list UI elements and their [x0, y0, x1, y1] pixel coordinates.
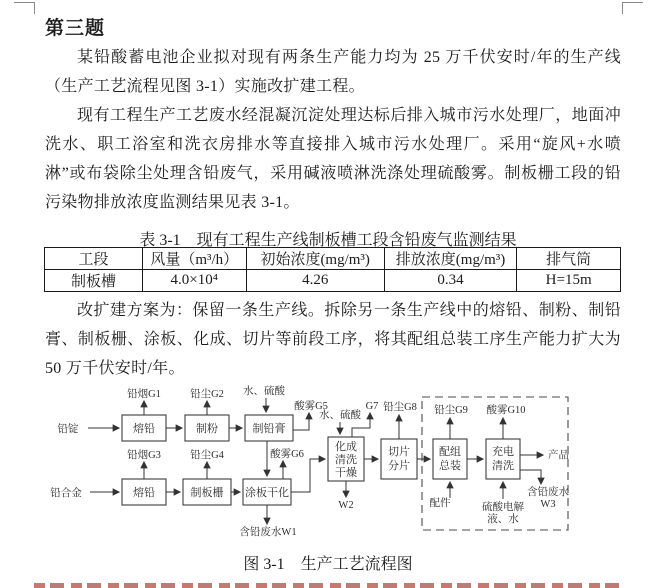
cell-emission-conc: 0.34 [384, 270, 516, 292]
box-label-charging-2: 清洗 [492, 460, 514, 472]
paragraph-existing-project: 现有工程生产工艺废水经混凝沉淀处理达标后排入城市污水处理厂，地面冲洗水、职工浴室和洗衣房排水等直接排入城市污水处理厂。采用“旋风+水喷淋”或布袋除尘处理含铅废气，采用碱液喷淋洗涤处理硫酸雾。制板栅工段的铅污染物排放浓度监测结果见表 3-1。 [45, 107, 621, 211]
emission-g8: 铅尘G8 [383, 402, 417, 413]
monitoring-table [44, 247, 621, 292]
waste-w2: W2 [338, 500, 354, 511]
input-electrolyte-1: 硫酸电解 [482, 502, 524, 513]
header-cell-airflow: 风量（m³/h） [142, 248, 246, 270]
box-label-slicing-1: 切片 [388, 446, 410, 458]
input-electrolyte-2: 液、水 [487, 514, 519, 525]
input-parts: 配件 [429, 498, 451, 509]
output-product: 产品 [548, 450, 569, 461]
box-label-paste: 制铅膏 [252, 423, 286, 435]
input-lead-alloy: 铅合金 [50, 488, 82, 499]
header-cell-stack: 排气筒 [517, 248, 621, 270]
header-cell-section: 工段 [45, 248, 143, 270]
process-flow-diagram [0, 382, 656, 547]
emission-g6: 酸雾G6 [270, 449, 304, 460]
arrow-g5 [293, 413, 309, 430]
header-cell-initial-conc: 初始浓度(mg/m³) [246, 248, 384, 270]
figure-caption: 图 3-1 生产工艺流程图 [243, 556, 413, 573]
emission-g3: 铅烟G3 [127, 450, 161, 461]
emission-g5: 酸雾G5 [294, 401, 328, 412]
box-label-powder: 制粉 [196, 423, 218, 435]
emission-g9: 铅尘G9 [434, 405, 468, 416]
box-label-melt1: 熔铅 [133, 423, 155, 435]
emission-g2: 铅尘G2 [190, 389, 224, 400]
box-slicing [381, 439, 417, 479]
box-assembly [433, 439, 467, 479]
waste-w1: 含铅废水W1 [239, 527, 297, 538]
paragraph-reconstruction-plan: 改扩建方案为：保留一条生产线。拆除另一条生产线中的熔铅、制粉、制铅膏、制板栅、涂板、化成、切片等前段工序，将其配组总装工序生产能力扩大为 50 万千伏安时/年。 [45, 302, 621, 377]
page-corner-mark-right [622, 2, 643, 14]
table-data-row [45, 270, 621, 292]
header-cell-emission-conc: 排放浓度(mg/m³) [384, 248, 516, 270]
waste-w3-line1: 含铅废水 [527, 487, 569, 498]
emission-g10: 酸雾G10 [486, 405, 526, 416]
box-label-melt2: 熔铅 [133, 487, 155, 499]
arrow-waste-w3 [520, 470, 541, 484]
cell-section: 制板槽 [45, 270, 143, 292]
box-label-coating: 涂板干化 [245, 487, 289, 499]
box-label-slicing-2: 分片 [388, 460, 410, 472]
box-label-charging-1: 充电 [492, 446, 514, 458]
emission-g4: 铅尘G4 [190, 450, 224, 461]
cutoff-text-strip [34, 583, 622, 588]
table-caption: 表 3-1 现有工程生产线制板槽工段含铅废气监测结果 [139, 232, 517, 249]
section-heading: 第三题 [45, 18, 106, 39]
input-water-acid-paste: 水、硫酸 [243, 386, 285, 397]
cell-airflow: 4.0×10⁴ [142, 270, 246, 292]
box-label-formation-2: 清洗 [335, 454, 357, 466]
box-charging-washing [486, 439, 520, 479]
input-water-acid-formation: 水、硫酸 [319, 410, 361, 421]
emission-g1: 铅烟G1 [127, 389, 161, 400]
waste-w3-line2: W3 [540, 499, 556, 510]
paragraph-intro: 某铅酸蓄电池企业拟对现有两条生产能力均为 25 万千伏安时/年的生产线（生产工艺流程见图 3-1）实施改扩建工程。 [45, 49, 621, 95]
box-label-formation-1: 化成 [335, 441, 357, 453]
box-label-grid: 制板栅 [190, 487, 224, 499]
input-lead-ingot: 铅锭 [57, 424, 79, 435]
emission-g7: G7 [365, 401, 379, 412]
page-corner-mark-left [14, 2, 35, 14]
box-label-assembly-2: 总装 [439, 460, 461, 472]
cell-stack: H=15m [517, 270, 621, 292]
arrow-coating-to-formation [291, 459, 325, 492]
box-label-formation-3: 干燥 [335, 467, 357, 479]
table-header-row [45, 248, 621, 270]
box-label-assembly-1: 配组 [439, 446, 461, 458]
cell-initial-conc: 4.26 [246, 270, 384, 292]
